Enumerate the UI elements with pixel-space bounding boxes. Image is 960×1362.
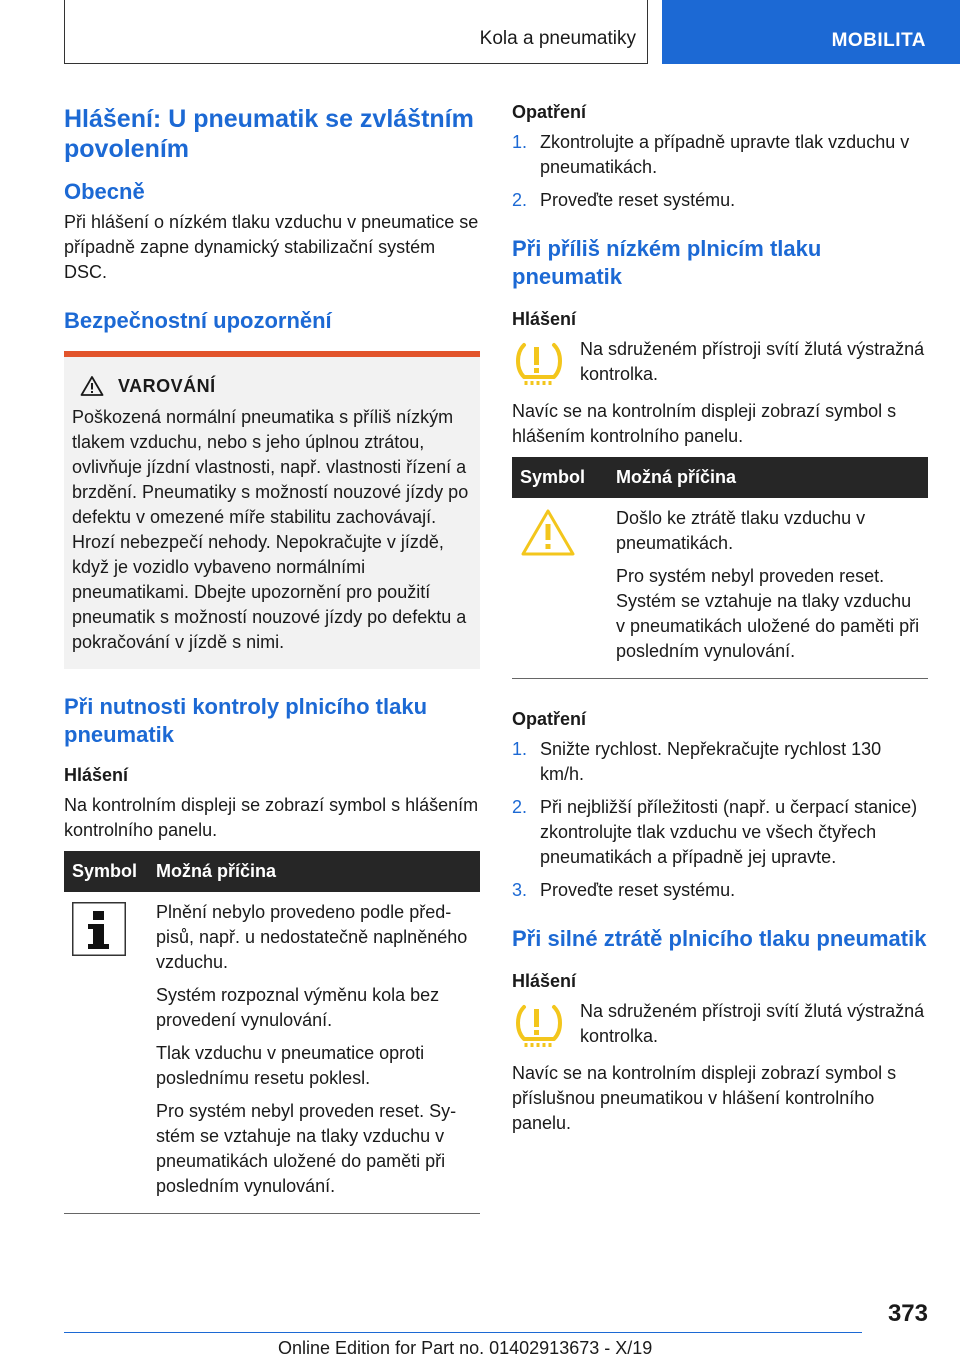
general-heading: Obecně — [64, 179, 145, 204]
message-label: Hlášení — [512, 309, 577, 329]
table-row — [64, 892, 480, 1214]
info-icon — [72, 902, 126, 956]
symbol-table — [512, 457, 928, 679]
symbol-cell — [512, 498, 608, 679]
cause-text: Pro systém nebyl proveden reset. Systém se vztahuje na tlaky vzduchu v pneumatikách uložené do paměti při posledním vynulování. — [156, 1101, 457, 1196]
warning-triangle-icon — [520, 508, 576, 558]
footer-edition: Online Edition for Part no. 01402913673 - X/19 — [278, 1338, 653, 1358]
check-heading: Při nutnosti kontroly plnicího tlaku pneumatik — [64, 694, 428, 747]
lamp-text: Na sdruženém přístroji svítí žlutá výstražná kontrolka. — [580, 1001, 925, 1046]
list-number: 2. — [512, 797, 528, 817]
warning-triangle-icon — [80, 375, 104, 397]
action-label: Opatření — [512, 102, 587, 122]
list-item — [512, 878, 928, 903]
message-text: Na kontrolním displeji se zobrazí symbol s hlášením kontrolního panelu. — [64, 795, 479, 840]
table-header-cause: Možná příčina — [608, 457, 928, 498]
cause-text: Došlo ke ztrátě tlaku vzduchu v pneumatikách. — [616, 508, 866, 553]
message-label: Hlášení — [512, 971, 577, 991]
strong-loss-heading: Při silné ztrátě plnicího tlaku pneumatik — [512, 926, 927, 951]
cause-cell — [608, 498, 928, 679]
list-number: 2. — [512, 190, 528, 210]
symbol-cell — [64, 892, 148, 1214]
action-list-2 — [512, 737, 928, 903]
cause-cell — [148, 892, 480, 1214]
tire-pressure-warning-icon — [512, 337, 566, 387]
lamp-row — [512, 999, 928, 1049]
general-text: Při hlášení o nízkém tlaku vzduchu v pneumatice se případně zapne dynamický stabilizační systém DSC. — [64, 212, 479, 282]
list-text: Snižte rychlost. Nepřekračujte rychlost 130 km/h. — [540, 739, 882, 784]
right-column — [512, 100, 928, 1144]
warning-title — [72, 375, 472, 397]
cause-text: Systém rozpoznal výměnu kola bez provedení vynulování. — [156, 985, 440, 1030]
lamp-row — [512, 337, 928, 387]
message-label: Hlášení — [64, 765, 129, 785]
cause-text: Pro systém nebyl proveden reset. Systém se vztahuje na tlaky vzduchu v pneumatikách uložené do paměti při posledním vynulování. — [616, 566, 920, 661]
tire-pressure-warning-icon — [512, 999, 566, 1049]
table-row — [512, 498, 928, 679]
warning-box — [64, 351, 480, 669]
action-list-1 — [512, 130, 928, 213]
table-header-symbol: Symbol — [512, 457, 608, 498]
header-chapter-tab — [662, 0, 960, 64]
header-chapter: MOBILITA — [831, 30, 926, 51]
left-column — [64, 100, 480, 1214]
list-item — [512, 795, 928, 870]
table-header-cause: Možná příčina — [148, 851, 480, 892]
list-number: 1. — [512, 132, 528, 152]
cause-text: Plnění nebylo provedeno podle předpisů, např. u nedostatečně naplněného vzduchu. — [156, 902, 468, 972]
list-item — [512, 188, 928, 213]
low-pressure-heading: Při příliš nízkém plnicím tlaku pneumatik — [512, 236, 822, 289]
action-label: Opatření — [512, 709, 587, 729]
safety-heading: Bezpečnostní upozornění — [64, 308, 332, 333]
list-text: Proveďte reset systému. — [540, 880, 736, 900]
list-item — [512, 130, 928, 180]
symbol-table — [64, 851, 480, 1214]
list-item — [512, 737, 928, 787]
page-number: 373 — [887, 1300, 928, 1327]
cause-text: Tlak vzduchu v pneumatice oproti poslednímu resetu poklesl. — [156, 1043, 425, 1088]
list-number: 1. — [512, 739, 528, 759]
list-number: 3. — [512, 880, 528, 900]
lamp-text: Na sdruženém přístroji svítí žlutá výstražná kontrolka. — [580, 339, 925, 384]
footer-rule — [64, 1332, 862, 1333]
list-text: Proveďte reset systému. — [540, 190, 736, 210]
display-text: Navíc se na kontrolním displeji zobrazí symbol s hlášením kontrolního panelu. — [512, 401, 897, 446]
table-header-symbol: Symbol — [64, 851, 148, 892]
display-text: Navíc se na kontrolním displeji zobrazí symbol s příslušnou pneumatikou v hlášení kontrolního panelu. — [512, 1063, 897, 1133]
list-text: Zkontrolujte a případně upravte tlak vzduchu v pneumatikách. — [540, 132, 910, 177]
page-title: Hlášení: U pneumatik se zvláštním povolením — [64, 105, 474, 163]
warning-label: VAROVÁNÍ — [118, 375, 216, 396]
list-text: Při nejbližší příležitosti (např. u čerpací stanice) zkontrolujte tlak vzduchu ve všech čtyřech pneumatikách a případně jej upravte. — [540, 797, 918, 867]
warning-text: Poškozená normální pneumatika s příliš nízkým tlakem vzduchu, nebo s jeho úplnou ztrátou, ovlivňuje jízdní vlastnosti, např. vlastnosti řízení a brzdění. Pneumatiky s možností nouzové jízdy po defektu v omezené míře stabilitu zachovávají. Hrozí nebezpečí nehody. Nepokračujte v jízdě, když je vozidlo vybaveno normálními pneumatikami. Dbejte upozornění pro použití pneumatik s možností nouzové jízdy po defektu a pokračování v jízdě s nimi. — [72, 407, 469, 652]
header-section: Kola a pneumatiky — [479, 28, 636, 49]
